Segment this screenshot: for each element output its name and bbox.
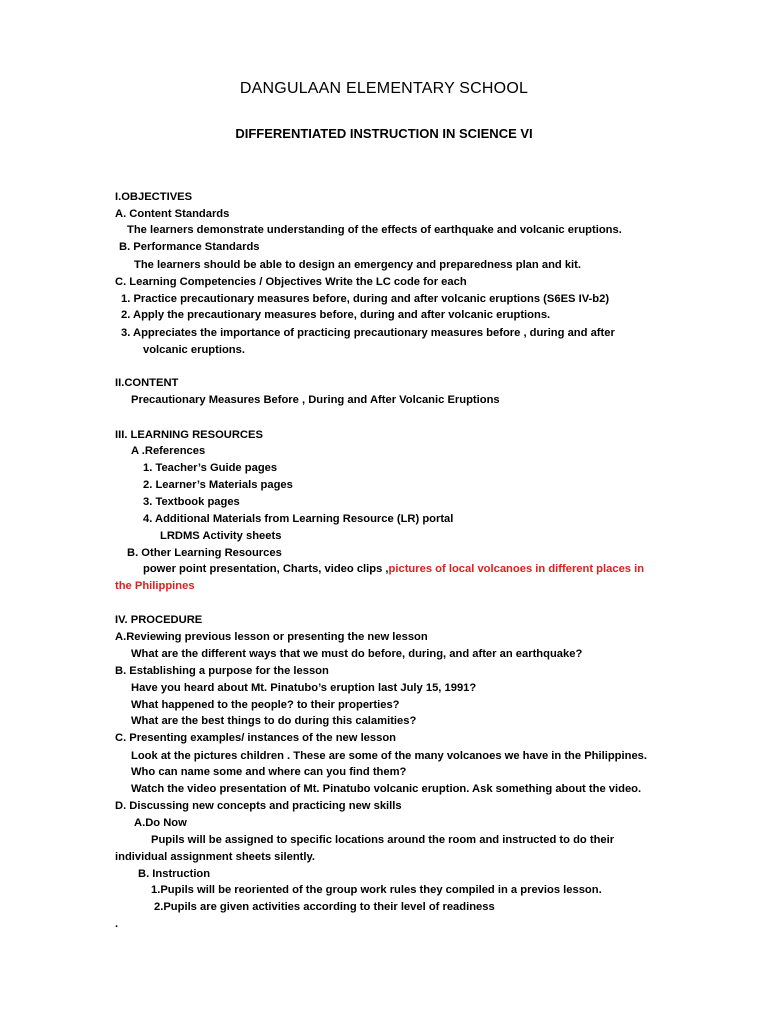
references-label: A .References [131, 445, 206, 457]
instruction-item-1: 1.Pupils will be reoriented of the group work rules they compiled in a previos lesson. [151, 884, 602, 896]
procedure-heading: IV. PROCEDURE [115, 614, 203, 626]
competency-item-1-text: 1. Practice precautionary measures before, during and after volcanic eruptions ( [121, 293, 547, 305]
do-now-label: A.Do Now [134, 817, 187, 829]
do-now-line-2: individual assignment sheets silently. [115, 851, 315, 863]
procedure-a-label: A.Reviewing previous lesson or presenting the new lesson [115, 631, 428, 643]
other-resources-highlight-2: the Philippines [115, 580, 195, 592]
trailing-dot: . [115, 918, 119, 930]
other-resources-label: B. Other Learning Resources [127, 547, 282, 559]
instruction-item-2: 2.Pupils are given activities according to their level of readiness [154, 901, 495, 913]
procedure-b-question-2: What happened to the people? to their properties? [131, 699, 400, 711]
procedure-b-question-1: Have you heard about Mt. Pinatubo’s eruption last July 15, 1991? [131, 682, 477, 694]
content-text: Precautionary Measures Before , During and After Volcanic Eruptions [131, 394, 500, 406]
procedure-a-question: What are the different ways that we must do before, during, and after an earthquake? [131, 648, 583, 660]
procedure-c-line-2: Who can name some and where can you find them? [131, 766, 407, 778]
competency-item-1-end: ) [605, 293, 610, 305]
procedure-c-label: C. Presenting examples/ instances of the new lesson [115, 732, 397, 744]
competencies-label: C. Learning Competencies / Objectives Write the LC code for each [115, 276, 467, 288]
procedure-b-question-3: What are the best things to do during this calamities? [131, 715, 417, 727]
other-resources-text: power point presentation, Charts, video clips , [143, 563, 389, 575]
other-resources-line-1 [143, 562, 644, 576]
instruction-label: B. Instruction [138, 868, 211, 880]
performance-standards-text: The learners should be able to design an emergency and preparedness plan and kit. [134, 259, 582, 271]
performance-standards-label: B. Performance Standards [119, 241, 260, 253]
content-standards-text: The learners demonstrate understanding of the effects of earthquake and volcanic eruptions. [127, 224, 622, 236]
objectives-heading: I.OBJECTIVES [115, 191, 193, 203]
reference-item-4: 4. Additional Materials from Learning Resource (LR) portal [143, 513, 454, 525]
reference-item-3: 3. Textbook pages [143, 496, 240, 508]
competency-item-1 [121, 292, 609, 306]
other-resources-highlight-1: pictures of local volcanoes in different places in [388, 563, 645, 575]
lc-code: S6ES IV-b2 [546, 293, 606, 305]
competency-item-3-line-2: volcanic eruptions. [143, 344, 245, 356]
content-heading: II.CONTENT [115, 377, 179, 389]
content-standards-label: A. Content Standards [115, 208, 230, 220]
do-now-line-1: Pupils will be assigned to specific locations around the room and instructed to do their [151, 834, 615, 846]
procedure-b-label: B. Establishing a purpose for the lesson [115, 665, 329, 677]
resources-heading: III. LEARNING RESOURCES [115, 429, 263, 441]
procedure-c-line-1: Look at the pictures children . These are some of the many volcanoes we have in the Philippines. [131, 750, 648, 762]
procedure-c-line-3: Watch the video presentation of Mt. Pinatubo volcanic eruption. Ask something about the video. [131, 783, 642, 795]
reference-item-1: 1. Teacher’s Guide pages [143, 462, 278, 474]
competency-item-3-line-1: 3. Appreciates the importance of practicing precautionary measures before , during and after [121, 327, 615, 339]
document-title: DIFFERENTIATED INSTRUCTION IN SCIENCE VI [235, 126, 533, 141]
procedure-d-label: D. Discussing new concepts and practicing new skills [115, 800, 402, 812]
school-name: DANGULAAN ELEMENTARY SCHOOL [239, 80, 529, 97]
reference-item-2: 2. Learner’s Materials pages [143, 479, 293, 491]
competency-item-2: 2. Apply the precautionary measures before, during and after volcanic eruptions. [121, 309, 551, 321]
reference-item-4-detail: LRDMS Activity sheets [160, 530, 282, 542]
